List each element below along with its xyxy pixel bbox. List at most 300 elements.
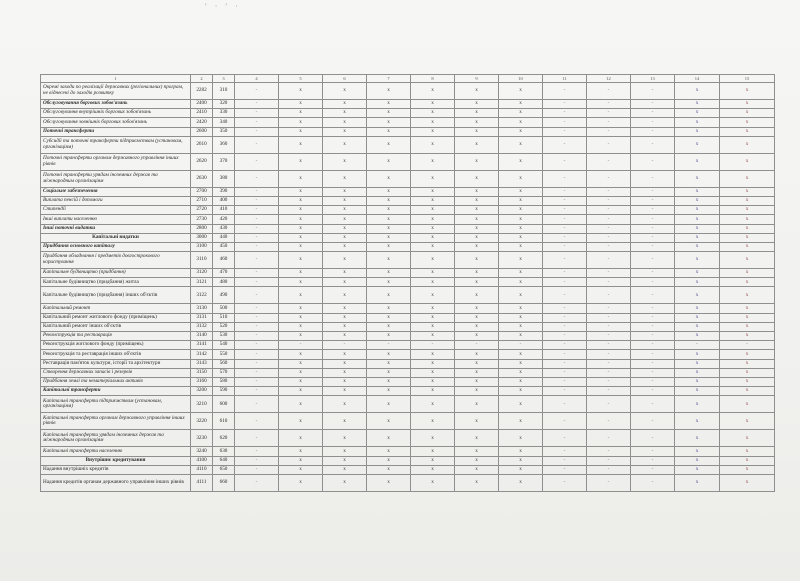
value-cell: - xyxy=(235,350,279,359)
row-label: Придбання основного капіталу xyxy=(41,242,191,251)
value-cell: - xyxy=(587,359,631,368)
value-cell: - xyxy=(235,474,279,491)
value-cell: x xyxy=(279,387,323,396)
value-cell: - xyxy=(631,127,675,136)
value-cell: x xyxy=(499,465,543,474)
value-cell: x xyxy=(279,377,323,386)
value-cell: - xyxy=(235,341,279,350)
table-row xyxy=(41,359,775,368)
value-cell: x xyxy=(455,109,499,118)
value-cell: - xyxy=(543,118,587,127)
value-cell: - xyxy=(587,413,631,430)
value-cell: x xyxy=(279,456,323,465)
value-cell: x xyxy=(499,396,543,413)
value-cell: x xyxy=(411,359,455,368)
value-cell: x xyxy=(411,474,455,491)
value-cell: x xyxy=(411,242,455,251)
value-cell: x xyxy=(367,368,411,377)
value-cell: x xyxy=(323,127,367,136)
value-cell: x xyxy=(367,118,411,127)
value-cell: - xyxy=(543,127,587,136)
row-line-code: 420 xyxy=(213,215,235,224)
value-cell: - xyxy=(543,287,587,304)
value-cell: - xyxy=(543,350,587,359)
value-cell: - xyxy=(631,368,675,377)
value-cell: x xyxy=(720,242,775,251)
value-cell: - xyxy=(587,206,631,215)
value-cell: x xyxy=(367,474,411,491)
value-cell: x xyxy=(411,387,455,396)
value-cell: x xyxy=(411,196,455,205)
value-cell: x xyxy=(455,153,499,170)
value-cell: x xyxy=(367,322,411,331)
row-kekv-code: 3150 xyxy=(191,368,213,377)
value-cell: - xyxy=(631,242,675,251)
value-cell: x xyxy=(455,215,499,224)
value-cell: - xyxy=(587,377,631,386)
table-row xyxy=(41,224,775,233)
value-cell: x xyxy=(323,368,367,377)
value-cell: x xyxy=(323,278,367,287)
value-cell: x xyxy=(675,252,720,269)
value-cell: - xyxy=(631,252,675,269)
scan-specks: ′ · ′ · xyxy=(205,2,241,11)
value-cell: - xyxy=(235,332,279,341)
value-cell: x xyxy=(279,100,323,109)
value-cell: x xyxy=(323,215,367,224)
row-label: Капітальні трансферти підприємствам (установам, організаціям) xyxy=(41,396,191,413)
value-cell: - xyxy=(235,287,279,304)
row-line-code: 310 xyxy=(213,83,235,100)
value-cell: x xyxy=(279,430,323,447)
row-line-code: 550 xyxy=(213,350,235,359)
value-cell: x xyxy=(323,322,367,331)
value-cell: x xyxy=(411,332,455,341)
value-cell: x xyxy=(675,396,720,413)
value-cell: x xyxy=(499,269,543,278)
value-cell: x xyxy=(279,83,323,100)
value-cell: x xyxy=(499,368,543,377)
value-cell: x xyxy=(279,368,323,377)
row-kekv-code: 4111 xyxy=(191,474,213,491)
column-number: 5 xyxy=(279,75,323,83)
row-line-code: 480 xyxy=(213,278,235,287)
column-number: 10 xyxy=(499,75,543,83)
value-cell: x xyxy=(455,83,499,100)
column-number: 3 xyxy=(213,75,235,83)
value-cell: x xyxy=(411,304,455,313)
value-cell: x xyxy=(455,187,499,196)
value-cell: x xyxy=(720,465,775,474)
row-kekv-code: 2700 xyxy=(191,187,213,196)
value-cell: x xyxy=(279,313,323,322)
value-cell: x xyxy=(367,136,411,153)
value-cell: - xyxy=(543,341,587,350)
value-cell: x xyxy=(499,387,543,396)
column-number: 12 xyxy=(587,75,631,83)
value-cell: - xyxy=(587,332,631,341)
value-cell: x xyxy=(499,127,543,136)
value-cell: x xyxy=(499,430,543,447)
value-cell: x xyxy=(411,456,455,465)
row-label: Інші поточні видатки xyxy=(41,224,191,233)
value-cell: - xyxy=(587,465,631,474)
value-cell: - xyxy=(543,83,587,100)
row-line-code: 510 xyxy=(213,313,235,322)
value-cell: - xyxy=(235,153,279,170)
value-cell: x xyxy=(411,368,455,377)
value-cell: x xyxy=(323,359,367,368)
row-kekv-code: 3131 xyxy=(191,313,213,322)
row-kekv-code: 3110 xyxy=(191,252,213,269)
value-cell: - xyxy=(587,233,631,242)
value-cell: x xyxy=(499,332,543,341)
value-cell: x xyxy=(499,196,543,205)
value-cell: x xyxy=(675,127,720,136)
value-cell: x xyxy=(367,377,411,386)
row-label: Капітальні видатки xyxy=(41,233,191,242)
value-cell: x xyxy=(411,413,455,430)
value-cell: - xyxy=(235,136,279,153)
value-cell: - xyxy=(631,430,675,447)
table-row xyxy=(41,252,775,269)
column-number: 14 xyxy=(675,75,720,83)
header-row xyxy=(41,75,775,83)
row-line-code: 450 xyxy=(213,242,235,251)
value-cell: x xyxy=(720,413,775,430)
value-cell: - xyxy=(587,322,631,331)
value-cell: x xyxy=(499,252,543,269)
value-cell: x xyxy=(720,153,775,170)
value-cell: x xyxy=(367,350,411,359)
table-row xyxy=(41,313,775,322)
value-cell: x xyxy=(411,206,455,215)
table-row xyxy=(41,377,775,386)
value-cell: - xyxy=(587,252,631,269)
value-cell: x xyxy=(720,136,775,153)
value-cell: x xyxy=(455,313,499,322)
table-row xyxy=(41,83,775,100)
table-row xyxy=(41,136,775,153)
value-cell: - xyxy=(411,341,455,350)
row-kekv-code: 3130 xyxy=(191,304,213,313)
value-cell: x xyxy=(455,332,499,341)
value-cell: - xyxy=(587,304,631,313)
table-row xyxy=(41,269,775,278)
value-cell: x xyxy=(367,278,411,287)
value-cell: x xyxy=(720,396,775,413)
value-cell: x xyxy=(411,153,455,170)
row-label: Внутрішнє кредитування xyxy=(41,456,191,465)
value-cell: x xyxy=(720,269,775,278)
value-cell: x xyxy=(367,332,411,341)
value-cell: x xyxy=(455,287,499,304)
value-cell: x xyxy=(720,187,775,196)
row-line-code: 530 xyxy=(213,332,235,341)
value-cell: - xyxy=(543,332,587,341)
value-cell: x xyxy=(455,304,499,313)
value-cell: x xyxy=(411,187,455,196)
value-cell: x xyxy=(455,233,499,242)
value-cell: x xyxy=(367,313,411,322)
value-cell: - xyxy=(587,127,631,136)
row-line-code: 330 xyxy=(213,109,235,118)
value-cell: x xyxy=(455,118,499,127)
value-cell: - xyxy=(631,100,675,109)
value-cell: x xyxy=(411,313,455,322)
value-cell: x xyxy=(411,377,455,386)
row-label: Придбання обладнання і предметів довгострокового користування xyxy=(41,252,191,269)
value-cell: x xyxy=(675,83,720,100)
value-cell: x xyxy=(675,430,720,447)
value-cell: x xyxy=(411,396,455,413)
value-cell: - xyxy=(235,456,279,465)
value-cell: - xyxy=(587,224,631,233)
value-cell: - xyxy=(631,233,675,242)
value-cell: - xyxy=(543,474,587,491)
value-cell: - xyxy=(631,278,675,287)
value-cell: x xyxy=(279,170,323,187)
value-cell: - xyxy=(543,465,587,474)
value-cell: x xyxy=(720,127,775,136)
value-cell: - xyxy=(235,322,279,331)
value-cell: x xyxy=(675,187,720,196)
value-cell: - xyxy=(235,127,279,136)
row-line-code: 340 xyxy=(213,118,235,127)
value-cell: - xyxy=(631,196,675,205)
value-cell: x xyxy=(411,215,455,224)
value-cell: x xyxy=(675,322,720,331)
row-line-code: 400 xyxy=(213,196,235,205)
value-cell: - xyxy=(543,456,587,465)
table-row xyxy=(41,430,775,447)
value-cell: x xyxy=(499,187,543,196)
value-cell: x xyxy=(279,465,323,474)
value-cell: x xyxy=(720,233,775,242)
row-line-code: 490 xyxy=(213,287,235,304)
value-cell: - xyxy=(543,368,587,377)
row-line-code: 470 xyxy=(213,269,235,278)
row-kekv-code: 3230 xyxy=(191,430,213,447)
value-cell: - xyxy=(631,83,675,100)
value-cell: - xyxy=(631,322,675,331)
row-label: Реставрація пам'яток культури, історії та архітектури xyxy=(41,359,191,368)
value-cell: - xyxy=(587,387,631,396)
value-cell: x xyxy=(720,196,775,205)
value-cell: x xyxy=(675,242,720,251)
table-row xyxy=(41,396,775,413)
value-cell: x xyxy=(455,206,499,215)
value-cell: x xyxy=(367,224,411,233)
value-cell: - xyxy=(631,359,675,368)
value-cell: x xyxy=(675,350,720,359)
value-cell: x xyxy=(411,269,455,278)
value-cell: x xyxy=(323,224,367,233)
value-cell: - xyxy=(587,278,631,287)
value-cell: - xyxy=(631,350,675,359)
value-cell: x xyxy=(675,136,720,153)
value-cell: - xyxy=(235,100,279,109)
value-cell: - xyxy=(455,341,499,350)
value-cell: x xyxy=(455,224,499,233)
value-cell: - xyxy=(587,100,631,109)
value-cell: x xyxy=(455,359,499,368)
value-cell: - xyxy=(587,341,631,350)
value-cell: x xyxy=(675,456,720,465)
value-cell: x xyxy=(675,278,720,287)
value-cell: - xyxy=(543,322,587,331)
row-label: Капітальний ремонт житлового фонду (приміщень) xyxy=(41,313,191,322)
value-cell: x xyxy=(323,456,367,465)
table-row xyxy=(41,322,775,331)
row-line-code: 320 xyxy=(213,100,235,109)
column-number: 11 xyxy=(543,75,587,83)
value-cell: x xyxy=(367,170,411,187)
value-cell: x xyxy=(367,252,411,269)
value-cell: x xyxy=(720,252,775,269)
value-cell: x xyxy=(455,396,499,413)
value-cell: - xyxy=(235,187,279,196)
column-number: 2 xyxy=(191,75,213,83)
value-cell: - xyxy=(543,396,587,413)
table-row xyxy=(41,368,775,377)
table-row xyxy=(41,153,775,170)
row-kekv-code: 3120 xyxy=(191,269,213,278)
value-cell: x xyxy=(323,396,367,413)
row-kekv-code: 3210 xyxy=(191,396,213,413)
row-label: Поточні трансферти xyxy=(41,127,191,136)
row-line-code: 350 xyxy=(213,127,235,136)
value-cell: x xyxy=(720,118,775,127)
value-cell: x xyxy=(279,474,323,491)
row-label: Обслуговування зовнішніх боргових зобов'язань xyxy=(41,118,191,127)
row-label: Капітальний ремонт інших об'єктів xyxy=(41,322,191,331)
value-cell: - xyxy=(587,153,631,170)
value-cell: - xyxy=(587,447,631,456)
row-label: Капітальне будівництво (придбання) xyxy=(41,269,191,278)
row-kekv-code: 3220 xyxy=(191,413,213,430)
value-cell: - xyxy=(323,341,367,350)
value-cell: - xyxy=(367,341,411,350)
value-cell: x xyxy=(323,304,367,313)
value-cell: x xyxy=(720,456,775,465)
value-cell: x xyxy=(367,196,411,205)
value-cell: x xyxy=(279,206,323,215)
value-cell: x xyxy=(323,332,367,341)
row-line-code: 600 xyxy=(213,396,235,413)
value-cell: x xyxy=(499,118,543,127)
value-cell: x xyxy=(323,153,367,170)
value-cell: - xyxy=(587,368,631,377)
value-cell: x xyxy=(367,304,411,313)
value-cell: x xyxy=(279,136,323,153)
row-label: Окремі заходи по реалізації державних (регіональних) програм, не віднесені до заходів розвитку xyxy=(41,83,191,100)
row-kekv-code: 3240 xyxy=(191,447,213,456)
table-row xyxy=(41,474,775,491)
row-line-code: 360 xyxy=(213,136,235,153)
value-cell: - xyxy=(543,224,587,233)
row-line-code: 660 xyxy=(213,474,235,491)
value-cell: x xyxy=(499,322,543,331)
value-cell: - xyxy=(235,447,279,456)
value-cell: x xyxy=(455,368,499,377)
value-cell: - xyxy=(631,413,675,430)
table-body xyxy=(41,75,775,492)
value-cell: x xyxy=(720,359,775,368)
value-cell: - xyxy=(543,196,587,205)
value-cell: x xyxy=(279,447,323,456)
value-cell: - xyxy=(587,456,631,465)
value-cell: - xyxy=(543,206,587,215)
value-cell: - xyxy=(235,233,279,242)
value-cell: - xyxy=(631,332,675,341)
value-cell: x xyxy=(455,170,499,187)
row-kekv-code: 3142 xyxy=(191,350,213,359)
value-cell: x xyxy=(323,196,367,205)
value-cell: x xyxy=(499,170,543,187)
value-cell: - xyxy=(543,153,587,170)
value-cell: x xyxy=(720,304,775,313)
value-cell: x xyxy=(720,109,775,118)
value-cell: x xyxy=(367,430,411,447)
row-kekv-code: 2600 xyxy=(191,127,213,136)
value-cell: - xyxy=(587,313,631,322)
value-cell: - xyxy=(235,206,279,215)
value-cell: - xyxy=(587,269,631,278)
value-cell: x xyxy=(455,474,499,491)
value-cell: x xyxy=(675,387,720,396)
value-cell: - xyxy=(499,341,543,350)
value-cell: x xyxy=(499,233,543,242)
value-cell: x xyxy=(367,215,411,224)
value-cell: x xyxy=(323,233,367,242)
value-cell: - xyxy=(235,313,279,322)
value-cell: x xyxy=(720,332,775,341)
value-cell: x xyxy=(499,413,543,430)
table-row xyxy=(41,242,775,251)
value-cell: - xyxy=(235,413,279,430)
row-line-code: 640 xyxy=(213,456,235,465)
value-cell: - xyxy=(235,377,279,386)
value-cell: x xyxy=(323,187,367,196)
value-cell: - xyxy=(631,474,675,491)
value-cell: x xyxy=(323,465,367,474)
value-cell: - xyxy=(543,387,587,396)
value-cell: - xyxy=(543,304,587,313)
table-row xyxy=(41,304,775,313)
row-line-code: 370 xyxy=(213,153,235,170)
value-cell: x xyxy=(675,206,720,215)
table-row xyxy=(41,215,775,224)
value-cell: x xyxy=(499,206,543,215)
row-label: Поточні трансферти урядам іноземних держав та міжнародним організаціям xyxy=(41,170,191,187)
value-cell: x xyxy=(455,127,499,136)
value-cell: x xyxy=(675,368,720,377)
value-cell: x xyxy=(499,456,543,465)
value-cell: - xyxy=(543,377,587,386)
row-kekv-code: 2610 xyxy=(191,136,213,153)
value-cell: x xyxy=(675,215,720,224)
table-row xyxy=(41,109,775,118)
table-row xyxy=(41,196,775,205)
value-cell: - xyxy=(587,215,631,224)
table-row xyxy=(41,456,775,465)
value-cell: x xyxy=(323,118,367,127)
value-cell: x xyxy=(455,447,499,456)
value-cell: - xyxy=(543,430,587,447)
value-cell: - xyxy=(235,359,279,368)
row-label: Обслуговування внутрішніх боргових зобов'язань xyxy=(41,109,191,118)
